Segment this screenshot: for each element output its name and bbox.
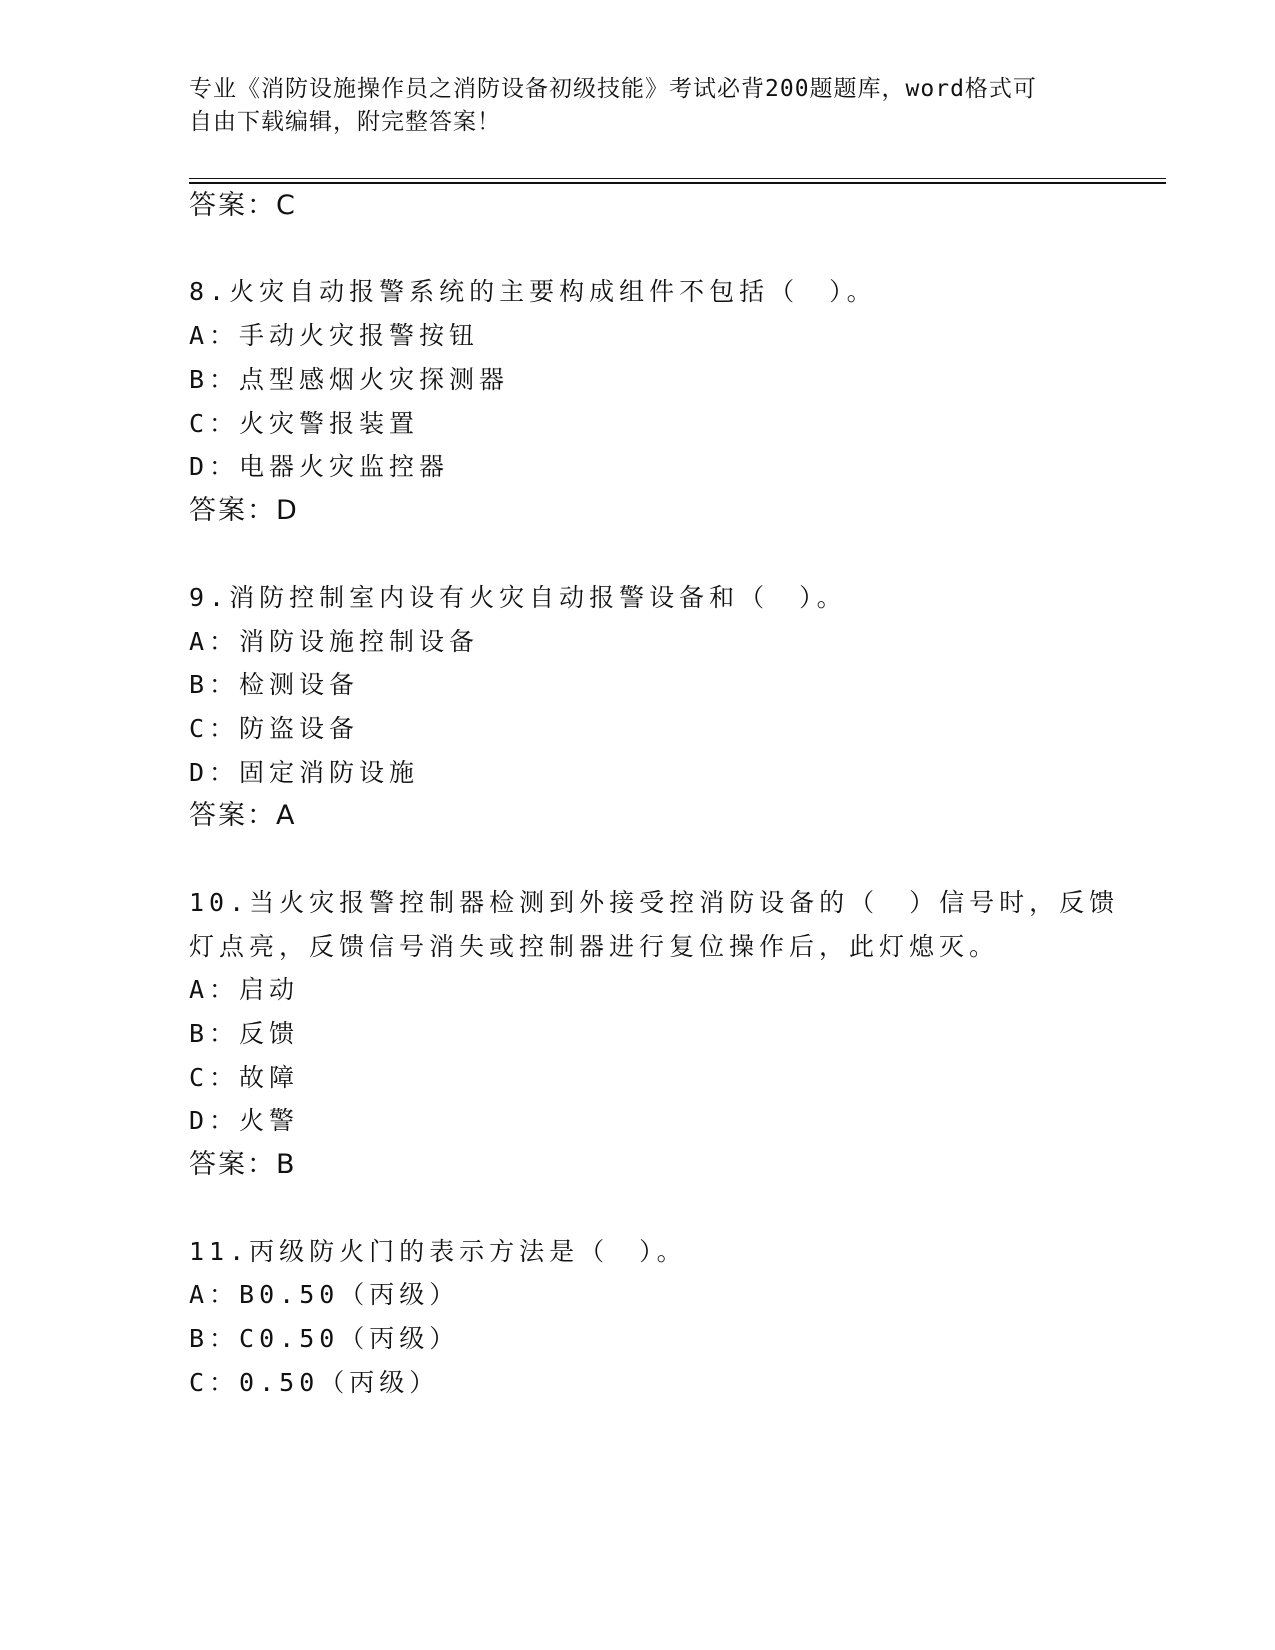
question-9-option-b: B：检测设备 xyxy=(189,670,360,699)
question-10-stem-line-1: 10.当火灾报警控制器检测到外接受控消防设备的（ ）信号时，反馈 xyxy=(189,888,1120,917)
question-10-option-a: A：启动 xyxy=(189,975,300,1004)
question-10-option-c: C：故障 xyxy=(189,1063,300,1092)
question-11-stem: 11.丙级防火门的表示方法是（ ）。 xyxy=(189,1237,687,1266)
answer-q8: 答案：D xyxy=(189,495,299,526)
answer-q9: 答案：A xyxy=(189,800,297,831)
answer-q10: 答案：B xyxy=(189,1149,297,1180)
question-11-option-a: A：B0.50（丙级） xyxy=(189,1280,460,1309)
question-10-option-d: D：火警 xyxy=(189,1106,300,1135)
header-divider-thin xyxy=(189,178,1166,179)
question-9-option-a: A：消防设施控制设备 xyxy=(189,627,480,656)
question-10-stem-line-2: 灯点亮，反馈信号消失或控制器进行复位操作后，此灯熄灭。 xyxy=(189,932,1000,961)
question-11-option-b: B：C0.50（丙级） xyxy=(189,1324,460,1353)
question-8-option-b: B：点型感烟火灾探测器 xyxy=(189,365,510,394)
question-9-option-c: C：防盗设备 xyxy=(189,714,360,743)
header-line-1: 专业《消防设施操作员之消防设备初级技能》考试必背200题题库，word格式可 xyxy=(189,76,1037,102)
question-8-option-d: D：电器火灾监控器 xyxy=(189,452,450,481)
question-8-option-a: A：手动火灾报警按钮 xyxy=(189,321,480,350)
question-8-stem: 8.火灾自动报警系统的主要构成组件不包括（ ）。 xyxy=(189,277,877,306)
question-9-option-d: D：固定消防设施 xyxy=(189,758,420,787)
question-10-option-b: B：反馈 xyxy=(189,1019,300,1048)
document-header xyxy=(189,73,1089,139)
question-8-option-c: C：火灾警报装置 xyxy=(189,409,420,438)
question-11-option-c: C：0.50（丙级） xyxy=(189,1368,440,1397)
header-divider-thick xyxy=(189,182,1166,184)
header-line-2: 自由下载编辑，附完整答案！ xyxy=(189,109,501,135)
answer-q7: 答案：C xyxy=(189,190,297,221)
question-9-stem: 9.消防控制室内设有火灾自动报警设备和（ ）。 xyxy=(189,583,847,612)
